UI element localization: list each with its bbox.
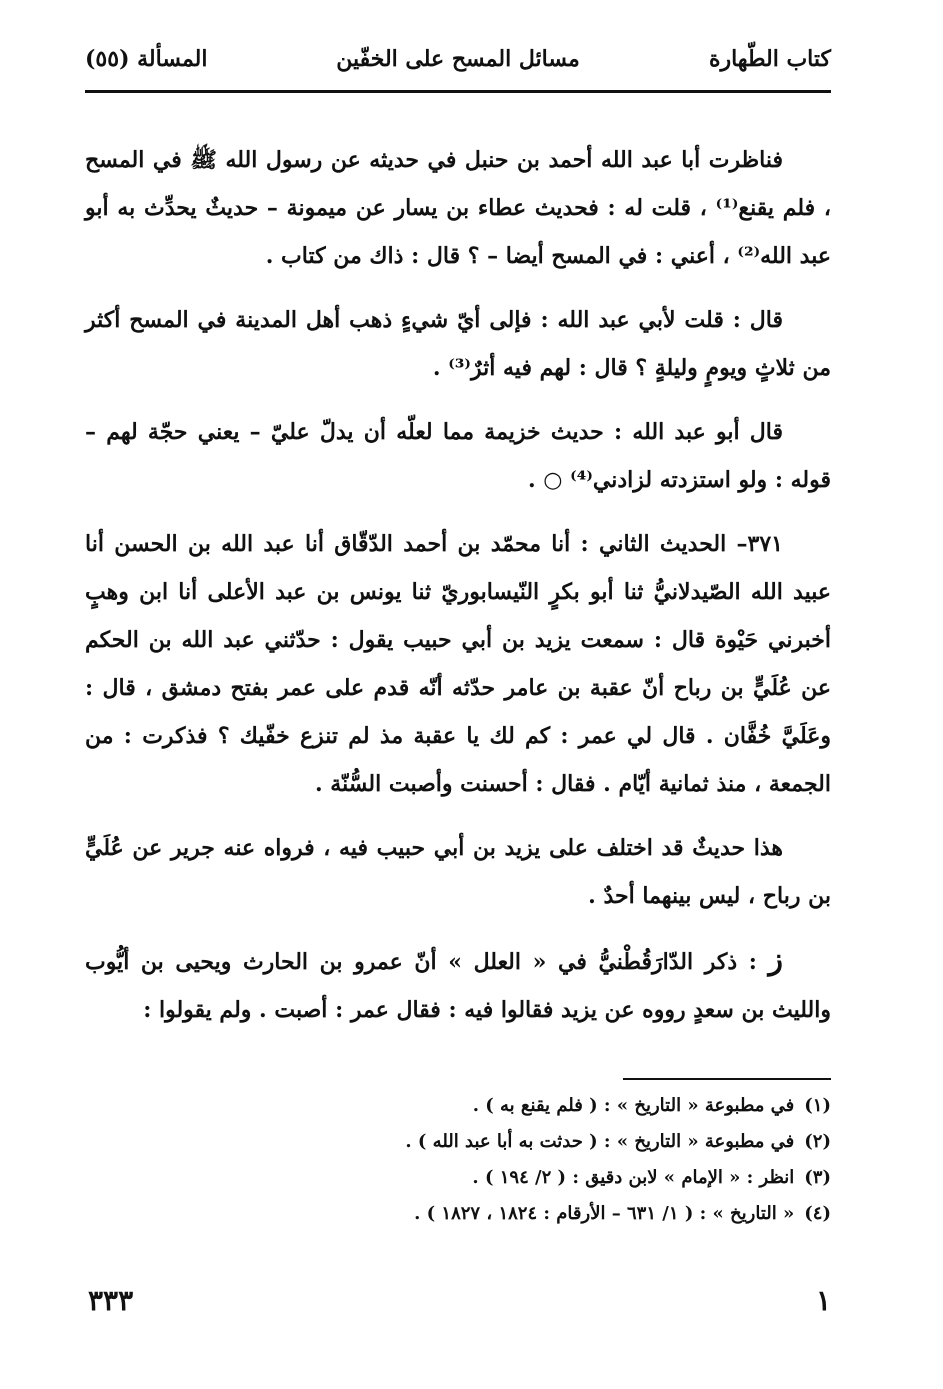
commentary-paragraph — [85, 936, 831, 1034]
paragraph-1: فناظرت أبا عبد الله أحمد بن حنبل في حديثه عن رسول الله ﷺ في المسح ، فلم يقنع⁽¹⁾ ، قلت له : فحديث عطاء بن يسار عن ميمونة – حديثٌ يحدِّث به أبو عبد الله⁽²⁾ ، أعني : في المسح أيضا – ؟ قال : ذاك من كتاب . — [85, 147, 831, 269]
footnote-rule — [623, 1078, 831, 1080]
hadith-371: ٣٧١– الحديث الثاني : أنا محمّد بن أحمد الدّقّاق أنا عبد الله بن الحسن أنا عبيد الله الصّيدلانيُّ ثنا أبو بكرٍ النّيسابوريّ ثنا يونس بن عبد الأعلى أنا ابن وهبٍ أخبرني حَيْوة قال : سمعت يزيد بن أبي حبيب يقول : حدّثني عبد الله بن الحكم عن عُلَيٍّ بن رباح أنّ عقبة بن عامر حدّثه أنّه قدم على عمر بفتح دمشق ، قال : وعَلَيَّ خُفَّان . قال لي عمر : كم لك يا عقبة مذ لم تنزع خفّيك ؟ فذكرت : من الجمعة ، منذ ثمانية أيّام . فقال : أحسنت وأصبت السُّنّة . — [85, 531, 831, 797]
footnote-text: انظر : « الإمام » لابن دقيق : ( ٢/ ١٩٤ ) . — [472, 1167, 795, 1188]
footnote-number: (١) — [804, 1095, 831, 1116]
header-rule — [85, 90, 831, 93]
running-header — [85, 40, 831, 84]
footnote-number: (٢) — [804, 1131, 831, 1152]
main-text — [85, 136, 831, 1050]
book-title: كتاب الطّهارة — [708, 46, 831, 72]
volume-number: ١ — [815, 1284, 831, 1317]
footnote-text: « التاريخ » : ( ١/ ٦٣١ – الأرقام : ١٨٢٤ ، ١٨٢٧ ) . — [414, 1203, 795, 1224]
footnote-1 — [140, 1088, 831, 1124]
footnote-text: في مطبوعة « التاريخ » : ( فلم يقنع به ) . — [472, 1095, 795, 1116]
footnote-2 — [140, 1124, 831, 1160]
footnote-number: (٤) — [804, 1203, 831, 1224]
footnote-text: في مطبوعة « التاريخ » : ( حدثت به أبا عبد الله ) . — [405, 1131, 795, 1152]
footnote-number: (٣) — [804, 1167, 831, 1188]
zay-mark: ز — [768, 942, 783, 977]
paragraph-3: قال أبو عبد الله : حديث خزيمة مما لعلّه أن يدلّ عليّ – يعني حجّة لهم – قوله : ولو استزدته لزادني⁽⁴⁾ ○ . — [85, 419, 831, 493]
paragraph-2: قال : قلت لأبي عبد الله : فإلى أيّ شيءٍ ذهب أهل المدينة في المسح أكثر من ثلاثٍ ويومٍ وليلةٍ ؟ قال : لهم فيه أثرٌ⁽³⁾ . — [85, 307, 831, 381]
footnote-4 — [140, 1196, 831, 1232]
issue-number: المسألة (٥٥) — [85, 46, 208, 72]
footnotes — [140, 1088, 831, 1232]
commentary-text: : ذكر الدّارَقُطْنيُّ في « العلل » أنّ عمرو بن الحارث ويحيى بن أيُّوب والليث بن سعدٍ رووه عن يزيد فقالوا فيه : فقال عمر : أصبت . ولم يقولوا : — [85, 949, 831, 1023]
chapter-title: مسائل المسح على الخفّين — [336, 46, 580, 72]
paragraph-5: هذا حديثٌ قد اختلف على يزيد بن أبي حبيب فيه ، فرواه عنه جرير عن عُلَيٍّ بن رباح ، ليس بينهما أحدٌ . — [85, 835, 831, 909]
page-number: ٣٣٣ — [88, 1284, 134, 1317]
footnote-3 — [140, 1160, 831, 1196]
